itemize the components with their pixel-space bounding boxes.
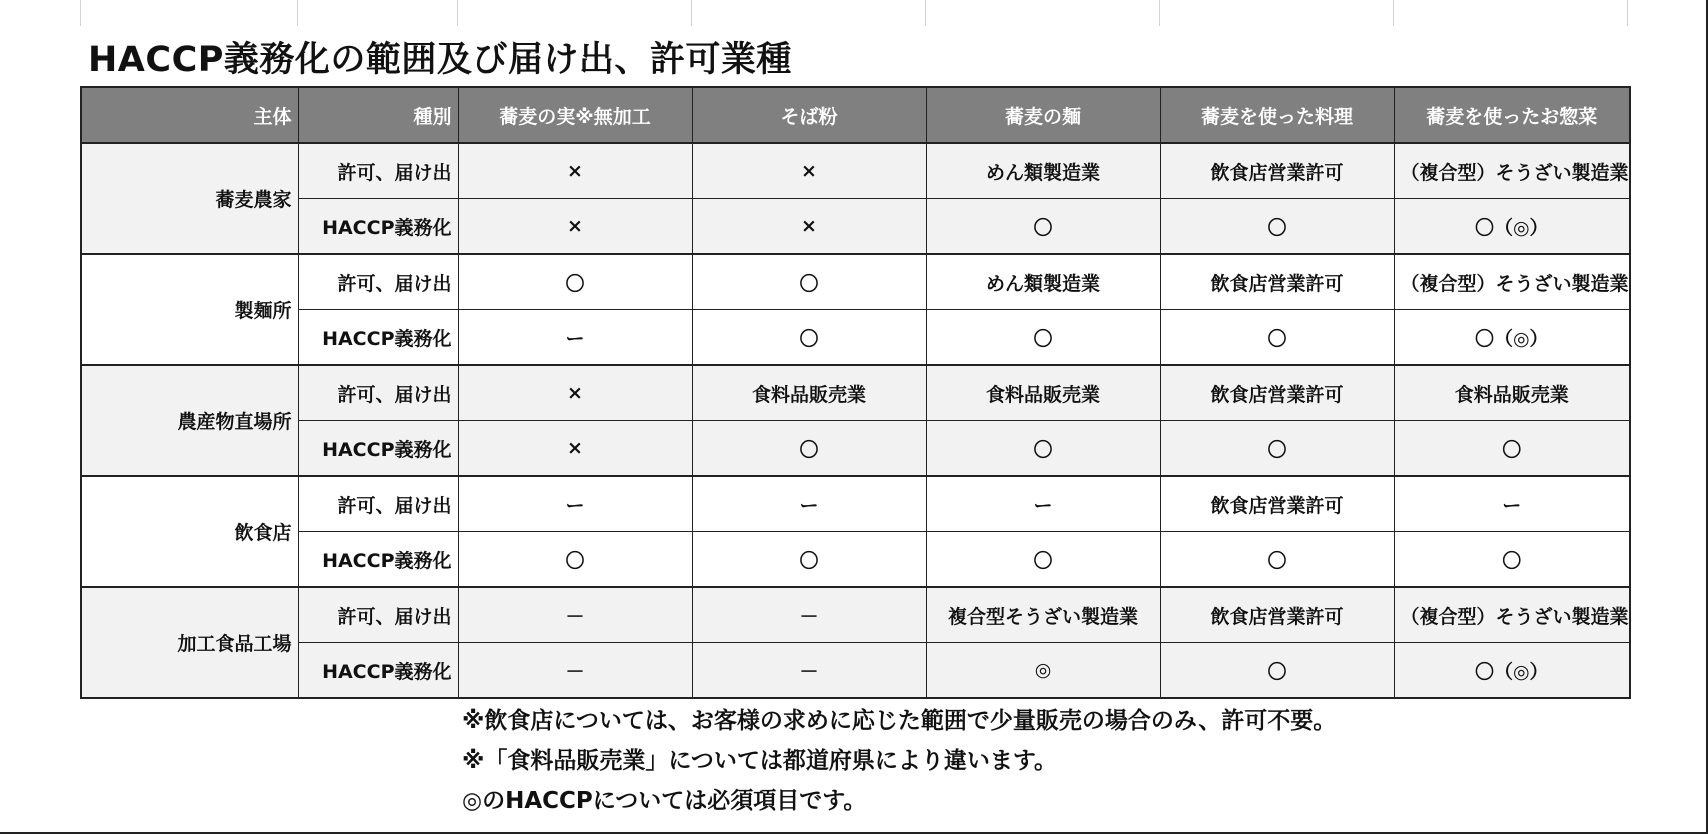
type-cell: HACCP義務化 <box>298 421 458 477</box>
table-cell: 〇 <box>1160 532 1394 588</box>
table-cell: 飲食店営業許可 <box>1160 365 1394 421</box>
table-cell: × <box>458 365 692 421</box>
type-cell: HACCP義務化 <box>298 310 458 366</box>
table-cell: 飲食店営業許可 <box>1160 143 1394 199</box>
type-cell: HACCP義務化 <box>298 643 458 699</box>
table-row <box>81 587 1630 643</box>
table-cell: 〇 <box>458 532 692 588</box>
table-cell: （複合型）そうざい製造業 <box>1394 254 1630 310</box>
table-cell: 食料品販売業 <box>692 365 926 421</box>
table-cell: 複合型そうざい製造業 <box>926 587 1160 643</box>
table-cell: － <box>458 587 692 643</box>
table-cell: ー <box>458 476 692 532</box>
footnote: ◎のHACCPについては必須項目です。 <box>462 788 867 814</box>
table-row <box>81 199 1630 255</box>
header-soba-flour: そば粉 <box>692 87 926 143</box>
table-cell: 〇（◎） <box>1394 199 1630 255</box>
table-cell: 〇 <box>692 310 926 366</box>
header-row <box>81 87 1630 143</box>
table-cell: 飲食店営業許可 <box>1160 476 1394 532</box>
table-cell: × <box>692 199 926 255</box>
table-row <box>81 476 1630 532</box>
footnote: ※飲食店については、お客様の求めに応じた範囲で少量販売の場合のみ、許可不要。 <box>462 708 1337 734</box>
table-cell: － <box>458 643 692 699</box>
table-cell: 〇 <box>1394 421 1630 477</box>
table-cell: ◎ <box>926 643 1160 699</box>
header-soba-dish: 蕎麦を使った料理 <box>1160 87 1394 143</box>
table-cell: 〇 <box>1160 421 1394 477</box>
table-cell: 〇 <box>1394 532 1630 588</box>
header-subject: 主体 <box>81 87 298 143</box>
table-row <box>81 310 1630 366</box>
table-cell: 〇 <box>692 532 926 588</box>
type-cell: HACCP義務化 <box>298 532 458 588</box>
table-cell: ー <box>1394 476 1630 532</box>
haccp-table <box>80 86 1631 699</box>
subject-cell: 蕎麦農家 <box>81 143 298 254</box>
table-cell: 〇 <box>458 254 692 310</box>
table-cell: － <box>692 587 926 643</box>
header-type: 種別 <box>298 87 458 143</box>
footnote: ※「食料品販売業」については都道府県により違います。 <box>462 748 1058 774</box>
subject-cell: 農産物直場所 <box>81 365 298 476</box>
subject-cell: 加工食品工場 <box>81 587 298 698</box>
header-soba-noodle: 蕎麦の麺 <box>926 87 1160 143</box>
table-cell: ー <box>458 310 692 366</box>
table-cell: 飲食店営業許可 <box>1160 254 1394 310</box>
table-cell: 〇（◎） <box>1394 643 1630 699</box>
table-cell: × <box>458 143 692 199</box>
table-row <box>81 421 1630 477</box>
subject-cell: 飲食店 <box>81 476 298 587</box>
table-cell: 〇 <box>926 199 1160 255</box>
header-soba-seed: 蕎麦の実※無加工 <box>458 87 692 143</box>
table-cell: 〇 <box>692 254 926 310</box>
table-cell: × <box>458 199 692 255</box>
table-cell: 〇 <box>926 310 1160 366</box>
type-cell: 許可、届け出 <box>298 365 458 421</box>
type-cell: HACCP義務化 <box>298 199 458 255</box>
type-cell: 許可、届け出 <box>298 143 458 199</box>
table-row <box>81 143 1630 199</box>
table-cell: めん類製造業 <box>926 254 1160 310</box>
table-cell: 食料品販売業 <box>1394 365 1630 421</box>
table-cell: 飲食店営業許可 <box>1160 587 1394 643</box>
type-cell: 許可、届け出 <box>298 254 458 310</box>
table-cell: （複合型）そうざい製造業 <box>1394 143 1630 199</box>
table-cell: ー <box>692 476 926 532</box>
table-cell: × <box>458 421 692 477</box>
table-cell: めん類製造業 <box>926 143 1160 199</box>
header-soba-sozai: 蕎麦を使ったお惣菜 <box>1394 87 1630 143</box>
table-cell: 〇 <box>692 421 926 477</box>
subject-cell: 製麺所 <box>81 254 298 365</box>
table-cell: ー <box>926 476 1160 532</box>
type-cell: 許可、届け出 <box>298 476 458 532</box>
table-cell: 〇 <box>926 421 1160 477</box>
type-cell: 許可、届け出 <box>298 587 458 643</box>
table-cell: × <box>692 143 926 199</box>
table-row <box>81 254 1630 310</box>
table-cell: 〇 <box>926 532 1160 588</box>
table-row <box>81 532 1630 588</box>
table-cell: 食料品販売業 <box>926 365 1160 421</box>
table-cell: 〇 <box>1160 310 1394 366</box>
page-title: HACCP義務化の範囲及び届け出、許可業種 <box>88 40 792 80</box>
table-cell: 〇（◎） <box>1394 310 1630 366</box>
table-cell: － <box>692 643 926 699</box>
table-cell: 〇 <box>1160 199 1394 255</box>
table-cell: 〇 <box>1160 643 1394 699</box>
table-row <box>81 643 1630 699</box>
top-grid-lines <box>80 0 1628 26</box>
table-cell: （複合型）そうざい製造業 <box>1394 587 1630 643</box>
table-row <box>81 365 1630 421</box>
footnotes <box>462 706 1336 826</box>
